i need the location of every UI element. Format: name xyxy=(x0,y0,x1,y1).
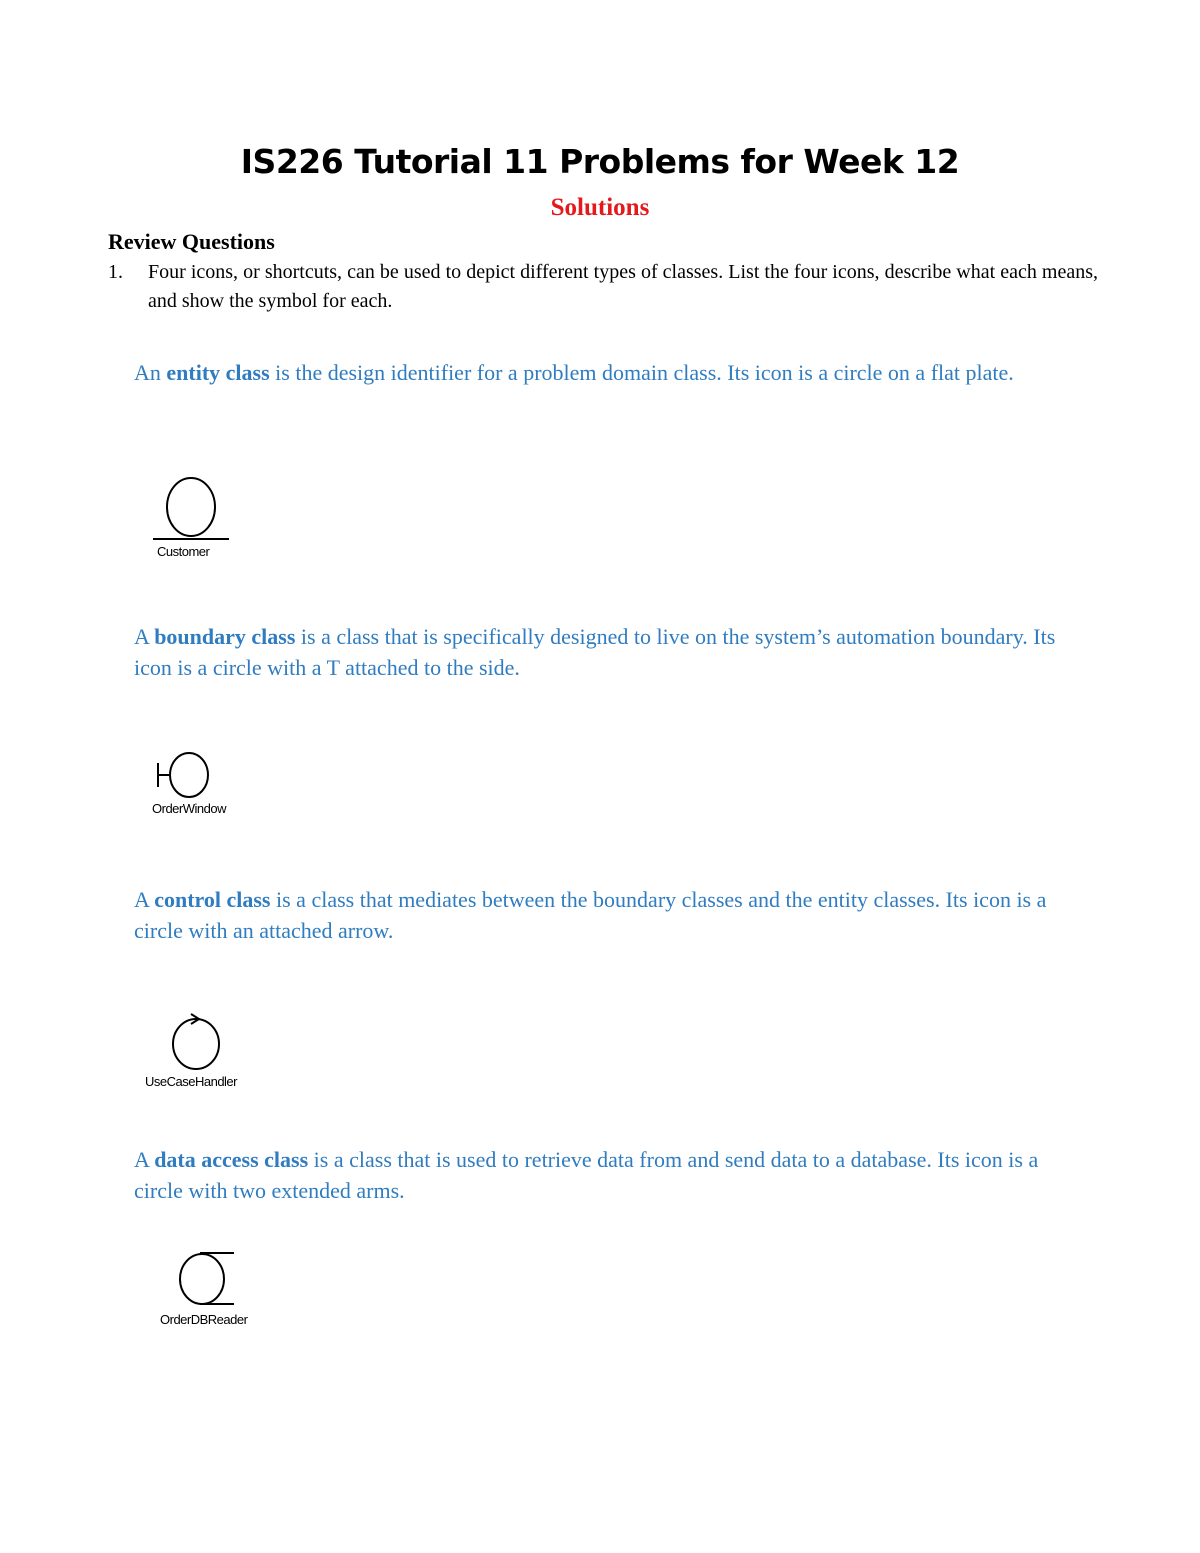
answer-lead: A xyxy=(134,624,155,649)
answer-data-access-class xyxy=(134,1144,1084,1206)
boundary-class-icon-label: OrderWindow xyxy=(152,801,226,816)
answer-term: boundary class xyxy=(154,624,296,649)
entity-class-icon-label: Customer xyxy=(157,544,210,559)
answer-description: is the design identifier for a problem domain class. Its icon is a circle on a flat plate. xyxy=(269,360,1014,385)
answer-boundary-class xyxy=(134,621,1084,683)
control-class-icon xyxy=(163,1008,227,1072)
answer-term: data access class xyxy=(154,1147,309,1172)
control-class-icon-label: UseCaseHandler xyxy=(145,1074,237,1089)
question-1 xyxy=(108,258,1098,316)
data-access-class-icon xyxy=(170,1248,236,1310)
section-heading: Review Questions xyxy=(108,229,275,254)
answer-description: is a class that is used to retrieve data from and send data to a database. Its icon is a circle with two extended arms. xyxy=(134,1147,1039,1203)
answer-control-class xyxy=(134,884,1084,946)
answer-description: is a class that mediates between the boundary classes and the entity classes. Its icon is a circle with an attached arrow. xyxy=(134,887,1047,943)
answer-term: control class xyxy=(154,887,271,912)
answer-lead: A xyxy=(134,1147,155,1172)
data-access-class-icon-label: OrderDBReader xyxy=(160,1312,248,1327)
page-title: IS226 Tutorial 11 Problems for Week 12 xyxy=(240,142,960,181)
page-subtitle: Solutions xyxy=(550,194,650,221)
answer-entity-class xyxy=(134,357,1084,388)
question-text: Four icons, or shortcuts, can be used to depict different types of classes. List the four icons, describe what each means, and show the symbol for each. xyxy=(148,261,1098,312)
answer-description: is a class that is specifically designed to live on the system’s automation boundary. Its icon is a circle with a T attached to the side. xyxy=(134,624,1056,680)
question-number: 1. xyxy=(108,261,123,283)
answer-lead: An xyxy=(134,360,167,385)
answer-lead: A xyxy=(134,887,155,912)
entity-class-icon xyxy=(150,474,232,544)
boundary-class-icon xyxy=(153,749,215,801)
answer-term: entity class xyxy=(166,360,270,385)
